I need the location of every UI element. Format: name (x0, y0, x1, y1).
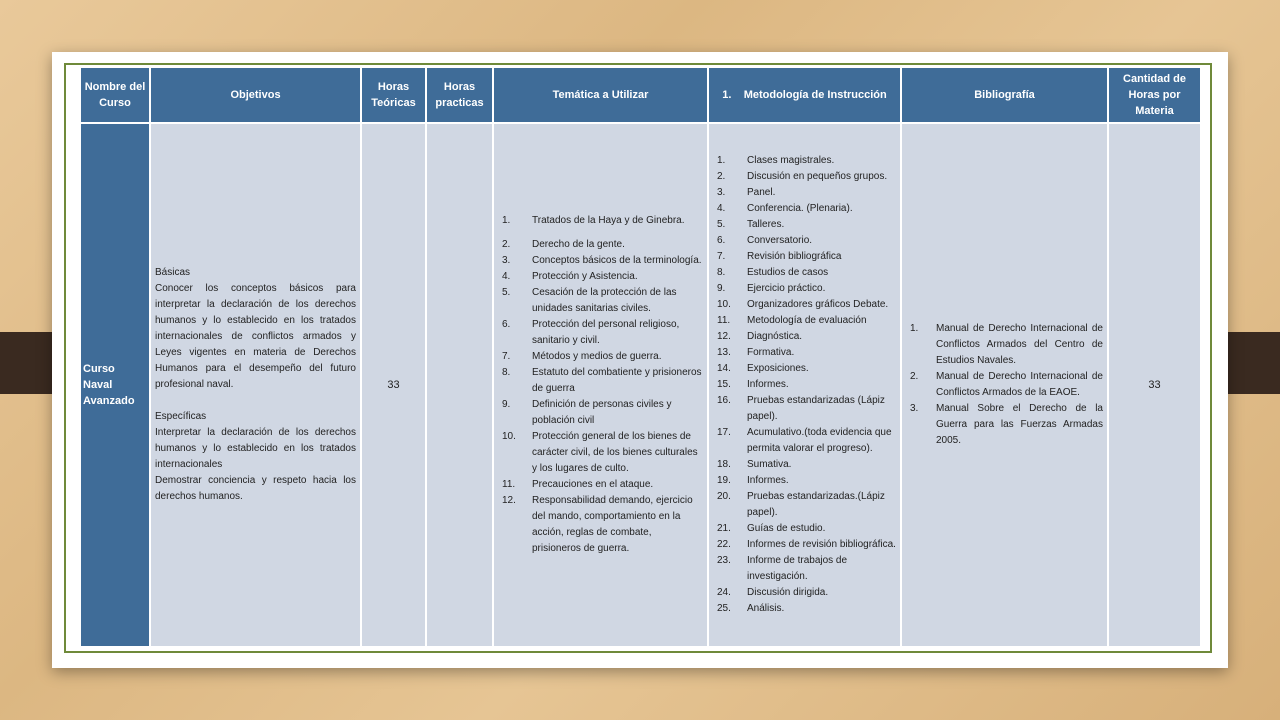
objectives-specific-text-1: Interpretar la declaración de los derechos humanos y lo establecido en los tratados internacionales (155, 427, 356, 470)
list-item: 15. Informes. (717, 379, 789, 390)
list-item: 20. Pruebas estandarizadas.(Lápiz papel). (717, 491, 885, 518)
header-theory-hours: Horas Teóricas (361, 67, 426, 123)
list-item: 1. Manual de Derecho Internacional de Conflictos Armados del Centro de Estudios Navales. (910, 323, 1103, 366)
list-item: 2. Manual de Derecho Internacional de Conflictos Armados de la EAOE. (910, 371, 1103, 398)
list-item: 6. Protección del personal religioso, sanitario y civil. (502, 319, 680, 346)
list-item: 3. Panel. (717, 187, 776, 198)
topics-list (498, 213, 703, 557)
list-item: 3. Manual Sobre el Derecho de la Guerra para las Fuerzas Armadas 2005. (910, 403, 1103, 446)
header-methodology (708, 67, 901, 123)
list-item: 8. Estatuto del combatiente y prisioneros de guerra (502, 367, 702, 394)
list-item: 22. Informes de revisión bibliográfica. (717, 539, 896, 550)
bibliography-list (906, 321, 1103, 449)
header-objectives: Objetivos (150, 67, 361, 123)
objectives-cell (150, 123, 361, 647)
list-item: 9. Ejercicio práctico. (717, 283, 826, 294)
list-item: 8. Estudios de casos (717, 267, 829, 278)
course-name: Curso Naval Avanzado (80, 123, 150, 647)
list-item: 11. Metodología de evaluación (717, 315, 867, 326)
list-item: 17. Acumulativo.(toda evidencia que permita valorar el progreso). (717, 427, 892, 454)
list-item: 1. Tratados de la Haya y de Ginebra. (502, 215, 685, 226)
list-item: 21. Guías de estudio. (717, 523, 826, 534)
header-methodology-number: 1. (722, 89, 732, 101)
header-practice-hours: Horas practicas (426, 67, 493, 123)
objectives-specific-text-2: Demostrar conciencia y respeto hacia los derechos humanos. (155, 475, 356, 502)
methodology-cell (708, 123, 901, 647)
list-item: 6. Conversatorio. (717, 235, 813, 246)
objectives-basic-title: Básicas (155, 267, 191, 278)
list-item: 4. Protección y Asistencia. (502, 271, 638, 282)
list-item: 7. Revisión bibliográfica (717, 251, 842, 262)
header-course: Nombre del Curso (80, 67, 150, 123)
list-item: 3. Conceptos básicos de la terminología. (502, 255, 702, 266)
list-item: 12. Responsabilidad demando, ejercicio del mando, comportamiento en la acción, reglas de combate, prisioneros de guerra. (502, 495, 693, 554)
header-methodology-label: Metodología de Instrucción (743, 89, 887, 101)
header-row (80, 67, 1201, 123)
header-total-hours: Cantidad de Horas por Materia (1108, 67, 1201, 123)
list-item: 2. Derecho de la gente. (502, 239, 625, 250)
methodology-list (713, 153, 896, 617)
list-item: 24. Discusión dirigida. (717, 587, 829, 598)
bibliography-cell (901, 123, 1108, 647)
list-item: 1. Clases magistrales. (717, 155, 835, 166)
list-item: 9. Definición de personas civiles y población civil (502, 399, 672, 426)
practice-hours-value (426, 123, 493, 647)
list-item: 4. Conferencia. (Plenaria). (717, 203, 853, 214)
header-bibliography: Bibliografía (901, 67, 1108, 123)
list-item: 11. Precauciones en el ataque. (502, 479, 654, 490)
list-item: 13. Formativa. (717, 347, 795, 358)
list-item: 12. Diagnóstica. (717, 331, 803, 342)
list-item: 16. Pruebas estandarizadas (Lápiz papel). (717, 395, 885, 422)
list-item: 23. Informe de trabajos de investigación. (717, 555, 848, 582)
objectives-basic-text: Conocer los conceptos básicos para interpretar la declaración de los derechos humanos y lo establecido en los tratados internacionales de conflictos armados y Leyes vigentes en materia de Derechos Humanos para el desempeño del futuro profesional naval. (155, 283, 356, 390)
list-item: 7. Métodos y medios de guerra. (502, 351, 662, 362)
list-item: 10. Protección general de los bienes de carácter civil, de los bienes culturales y los lugares de culto. (502, 431, 698, 474)
list-item: 19. Informes. (717, 475, 789, 486)
total-hours-value: 33 (1108, 123, 1201, 647)
table-row (80, 123, 1201, 647)
list-item: 25. Análisis. (717, 603, 785, 614)
objectives-specific-title: Específicas (155, 411, 207, 422)
list-item: 10. Organizadores gráficos Debate. (717, 299, 889, 310)
topics-cell (493, 123, 708, 647)
list-item: 5. Talleres. (717, 219, 785, 230)
list-item: 14. Exposiciones. (717, 363, 809, 374)
list-item: 2. Discusión en pequeños grupos. (717, 171, 888, 182)
list-item: 5. Cesación de la protección de las unidades sanitarias civiles. (502, 287, 677, 314)
theory-hours-value: 33 (361, 123, 426, 647)
course-table (79, 66, 1202, 648)
header-topics: Temática a Utilizar (493, 67, 708, 123)
list-item: 18. Sumativa. (717, 459, 792, 470)
